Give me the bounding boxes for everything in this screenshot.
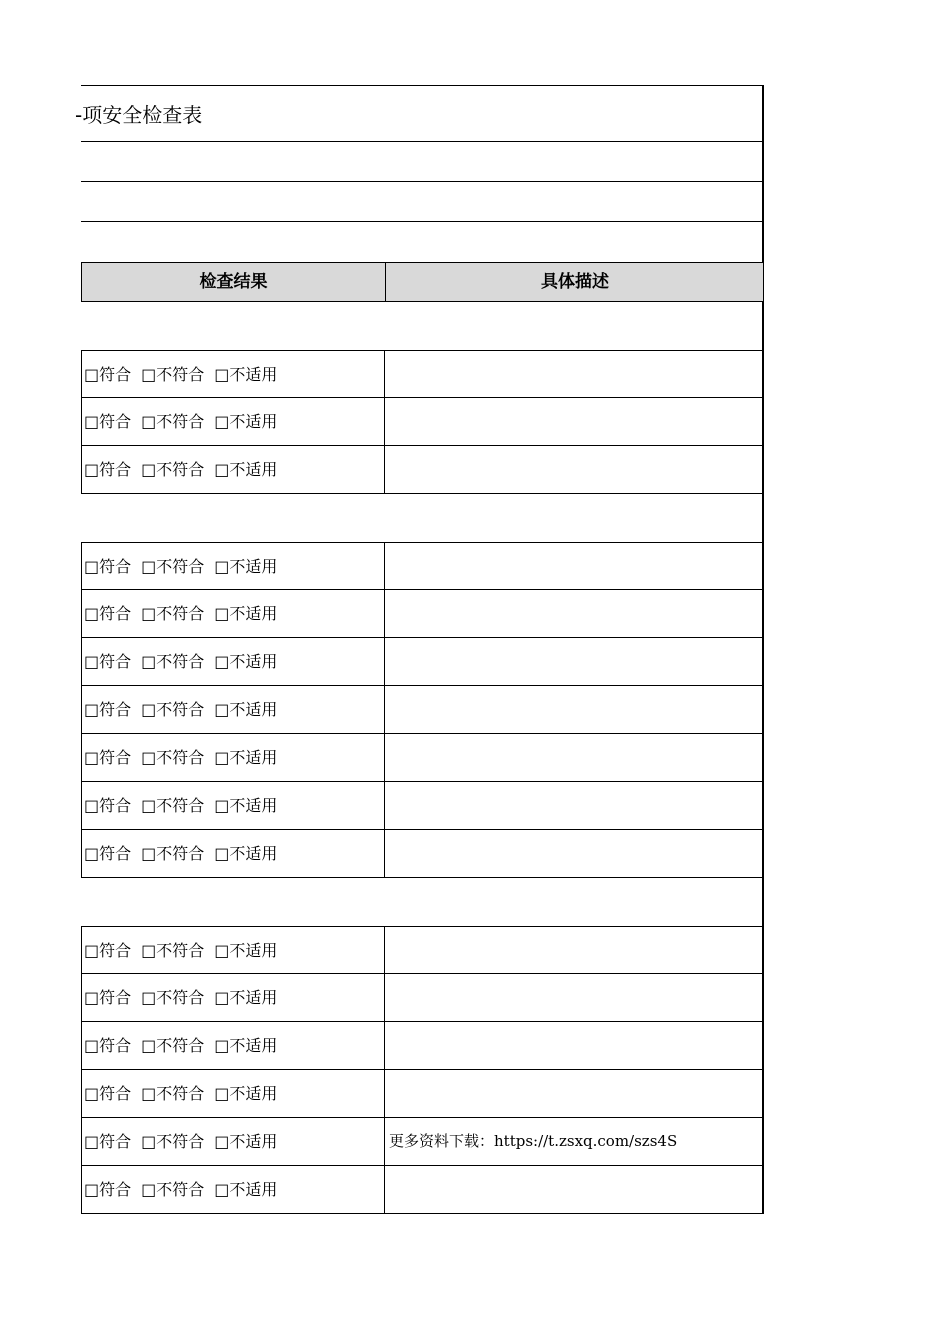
comply-checkbox[interactable]: □符合 [84,1132,132,1151]
table-header [81,262,763,302]
not-applicable-checkbox[interactable]: □不适用 [214,988,278,1007]
description-cell[interactable] [386,638,764,685]
result-cell [82,974,385,1021]
table-row [81,446,763,494]
result-cell [82,398,385,445]
table-row [81,1070,763,1118]
description-cell[interactable] [386,734,764,781]
not-applicable-checkbox[interactable]: □不适用 [214,557,278,576]
table-row [81,350,763,398]
description-cell[interactable] [386,351,764,397]
comply-checkbox[interactable]: □符合 [84,604,132,623]
table-row [81,638,763,686]
not-applicable-checkbox[interactable]: □不适用 [214,748,278,767]
not-applicable-checkbox[interactable]: □不适用 [214,460,278,479]
description-cell[interactable] [386,927,764,973]
noncomply-checkbox[interactable]: □不符合 [141,1132,205,1151]
description-cell[interactable] [386,398,764,445]
not-applicable-checkbox[interactable]: □不适用 [214,1084,278,1103]
not-applicable-checkbox[interactable]: □不适用 [214,412,278,431]
table-row [81,542,763,590]
result-cell [82,446,385,493]
noncomply-checkbox[interactable]: □不符合 [141,748,205,767]
comply-checkbox[interactable]: □符合 [84,988,132,1007]
section-heading-row [81,878,763,926]
table-row [81,830,763,878]
not-applicable-checkbox[interactable]: □不适用 [214,941,278,960]
description-cell[interactable] [386,1070,764,1117]
result-cell [82,686,385,733]
noncomply-checkbox[interactable]: □不符合 [141,1084,205,1103]
result-cell [82,1118,385,1165]
noncomply-checkbox[interactable]: □不符合 [141,796,205,815]
not-applicable-checkbox[interactable]: □不适用 [214,652,278,671]
title-row [75,85,763,142]
result-cell [82,830,385,877]
not-applicable-checkbox[interactable]: □不适用 [214,700,278,719]
section-heading-row [81,302,763,350]
description-cell[interactable] [386,446,764,493]
noncomply-checkbox[interactable]: □不符合 [141,1036,205,1055]
table-row [81,926,763,974]
description-cell[interactable] [386,1022,764,1069]
result-cell [82,927,385,973]
table-row [81,1022,763,1070]
description-cell[interactable] [386,543,764,589]
description-cell[interactable] [386,974,764,1021]
table-row [81,686,763,734]
table-row [81,590,763,638]
comply-checkbox[interactable]: □符合 [84,1180,132,1199]
not-applicable-checkbox[interactable]: □不适用 [214,604,278,623]
result-cell [82,1166,385,1213]
noncomply-checkbox[interactable]: □不符合 [141,844,205,863]
not-applicable-checkbox[interactable]: □不适用 [214,365,278,384]
not-applicable-checkbox[interactable]: □不适用 [214,1036,278,1055]
noncomply-checkbox[interactable]: □不符合 [141,652,205,671]
description-cell[interactable] [386,782,764,829]
not-applicable-checkbox[interactable]: □不适用 [214,796,278,815]
result-cell [82,638,385,685]
comply-checkbox[interactable]: □符合 [84,700,132,719]
table-row [81,782,763,830]
comply-checkbox[interactable]: □符合 [84,941,132,960]
table-row [81,398,763,446]
section-heading-row [81,494,763,542]
noncomply-checkbox[interactable]: □不符合 [141,700,205,719]
comply-checkbox[interactable]: □符合 [84,1084,132,1103]
description-cell[interactable] [386,686,764,733]
comply-checkbox[interactable]: □符合 [84,796,132,815]
description-cell[interactable] [386,830,764,877]
comply-checkbox[interactable]: □符合 [84,844,132,863]
comply-checkbox[interactable]: □符合 [84,557,132,576]
description-cell[interactable] [386,590,764,637]
noncomply-checkbox[interactable]: □不符合 [141,557,205,576]
info-row [81,141,763,182]
table-row [81,1166,763,1214]
not-applicable-checkbox[interactable]: □不适用 [214,1132,278,1151]
comply-checkbox[interactable]: □符合 [84,412,132,431]
noncomply-checkbox[interactable]: □不符合 [141,1180,205,1199]
noncomply-checkbox[interactable]: □不符合 [141,460,205,479]
table-row [81,1118,763,1166]
not-applicable-checkbox[interactable]: □不适用 [214,844,278,863]
result-cell [82,351,385,397]
result-cell [82,782,385,829]
result-cell [82,590,385,637]
info-row [81,181,763,222]
noncomply-checkbox[interactable]: □不符合 [141,412,205,431]
result-cell [82,1070,385,1117]
description-cell[interactable]: 更多资料下载：https://t.zsxq.com/szs4S [389,1132,678,1150]
comply-checkbox[interactable]: □符合 [84,1036,132,1055]
sheet-title: -项安全检查表 [75,103,203,127]
comply-checkbox[interactable]: □符合 [84,652,132,671]
header-description: 具体描述 [541,272,609,292]
noncomply-checkbox[interactable]: □不符合 [141,365,205,384]
header-result: 检查结果 [82,263,386,301]
comply-checkbox[interactable]: □符合 [84,460,132,479]
description-cell[interactable] [386,1166,764,1213]
result-cell [82,734,385,781]
comply-checkbox[interactable]: □符合 [84,365,132,384]
noncomply-checkbox[interactable]: □不符合 [141,941,205,960]
comply-checkbox[interactable]: □符合 [84,748,132,767]
table-row [81,974,763,1022]
result-cell [82,1022,385,1069]
table-row [81,734,763,782]
not-applicable-checkbox[interactable]: □不适用 [214,1180,278,1199]
result-cell [82,543,385,589]
noncomply-checkbox[interactable]: □不符合 [141,604,205,623]
noncomply-checkbox[interactable]: □不符合 [141,988,205,1007]
